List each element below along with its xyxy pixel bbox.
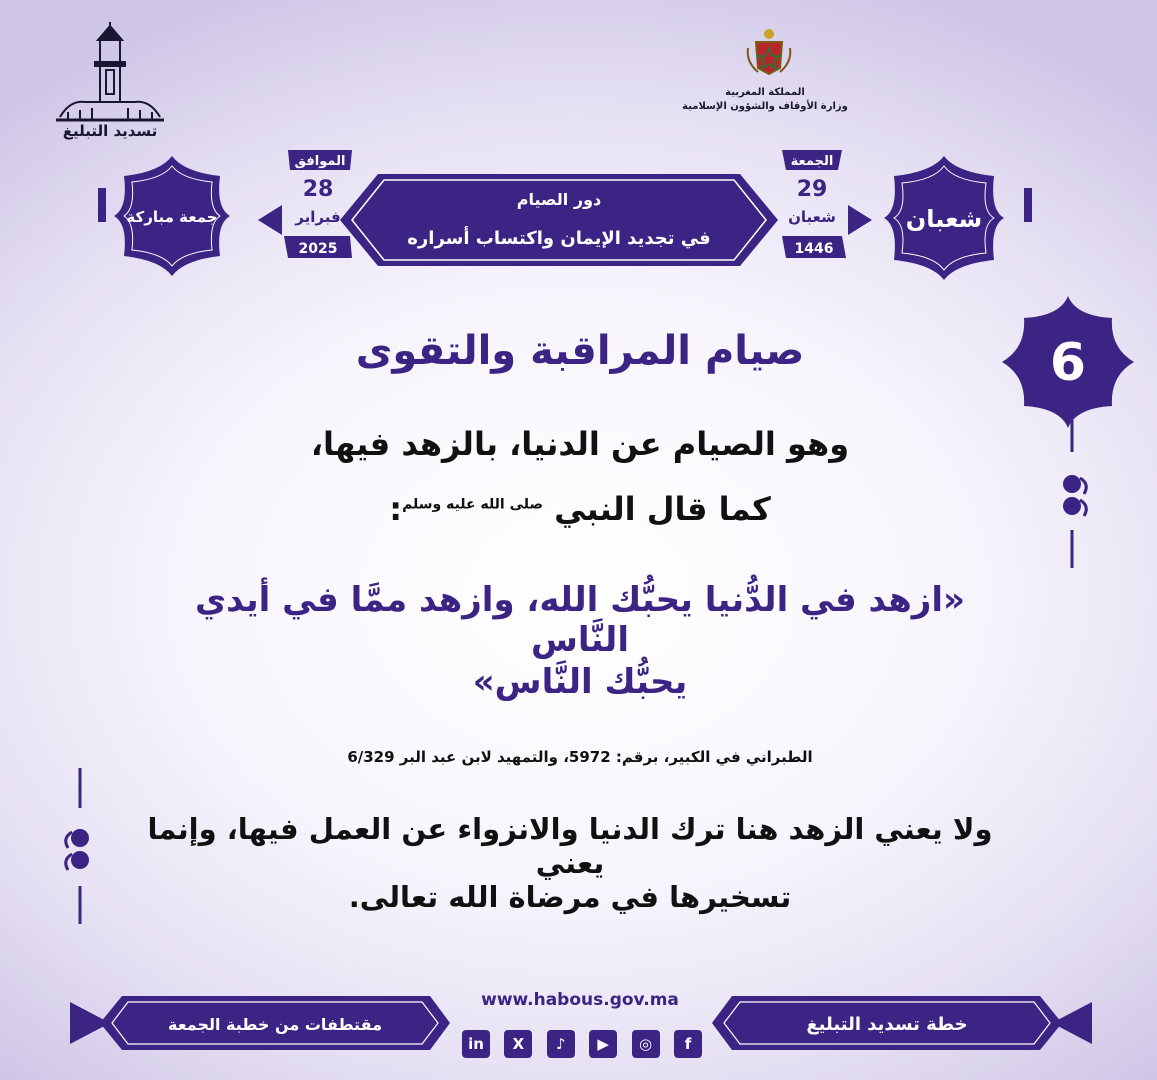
- footer-right-banner: [712, 992, 1092, 1054]
- topic-line1: دور الصيام: [516, 190, 602, 209]
- hijri-day: 29: [796, 177, 828, 202]
- x-icon[interactable]: X: [504, 1030, 532, 1058]
- hadith-reference: الطبراني في الكبير، برقم: 5972، والتمهيد لابن عبد البر 6/329: [347, 748, 813, 766]
- left-emblem: [114, 156, 230, 276]
- instagram-icon[interactable]: ◎: [632, 1030, 660, 1058]
- left-quote-decoration: [58, 768, 108, 928]
- tiktok-icon[interactable]: ♪: [547, 1030, 575, 1058]
- left-bar: [98, 188, 106, 222]
- ministry-line2: وزارة الأوقاف والشؤون الإسلامية: [682, 101, 848, 112]
- gregorian-date: [258, 150, 352, 258]
- left-emblem-text: جمعة مباركة: [126, 208, 218, 226]
- main-title: صيام المراقبة والتقوى: [355, 328, 805, 374]
- footer-left-banner: [70, 992, 450, 1054]
- intro-line: وهو الصيام عن الدنيا، بالزهد فيها،: [310, 425, 850, 463]
- greg-label: الموافق: [294, 154, 346, 169]
- hadith-line1: «ازهد في الدُّنيا يحبُّك الله، وازهد ممَّا في أيدي النَّاس: [195, 580, 965, 660]
- linkedin-icon[interactable]: in: [462, 1030, 490, 1058]
- ministry-line1: المملكة المغربية: [725, 87, 805, 98]
- prophet-said-text: كما قال النبي: [554, 490, 771, 528]
- website-link[interactable]: www.habous.gov.ma: [481, 990, 679, 1010]
- right-emblem: [884, 156, 1004, 280]
- hijri-month: شعبان: [788, 208, 836, 226]
- greg-month: فبراير: [295, 208, 341, 226]
- greg-day: 28: [302, 177, 334, 202]
- explanation-line2: تسخيرها في مرضاة الله تعالى.: [348, 880, 792, 914]
- ministry-text: [680, 86, 850, 114]
- explanation-line1: ولا يعني الزهد هنا ترك الدنيا والانزواء عن العمل فيها، وإنما يعني: [147, 812, 993, 880]
- colon-text: :: [389, 490, 403, 528]
- hijri-year: 1446: [794, 241, 834, 257]
- youtube-icon[interactable]: ▶: [589, 1030, 617, 1058]
- right-bar: [1024, 188, 1032, 222]
- right-emblem-text: شعبان: [905, 205, 983, 233]
- topic-banner: [340, 174, 778, 266]
- tabligh-logo-label: تسديد التبليغ: [62, 122, 158, 140]
- right-quote-decoration: [1052, 420, 1102, 570]
- section-number: 6: [1049, 333, 1087, 393]
- ministry-emblem-icon: [744, 28, 794, 78]
- footer-right-label: خطة تسديد التبليغ: [806, 1014, 968, 1035]
- prophet-quote-intro: [200, 490, 960, 528]
- honorific-text: صلى الله عليه وسلم: [402, 496, 543, 513]
- footer-left-label: مقتطفات من خطبة الجمعة: [168, 1015, 382, 1034]
- greg-year: 2025: [298, 241, 338, 257]
- facebook-icon[interactable]: f: [674, 1030, 702, 1058]
- hijri-label: الجمعة: [790, 154, 834, 169]
- hadith-line2: يحبُّك النَّاس»: [472, 662, 688, 702]
- social-icons-row: [462, 1030, 702, 1064]
- header-band: [0, 150, 1157, 290]
- hijri-date: [782, 150, 872, 262]
- topic-line2: في تجديد الإيمان واكتساب أسراره: [407, 228, 711, 249]
- number-badge: [998, 292, 1138, 432]
